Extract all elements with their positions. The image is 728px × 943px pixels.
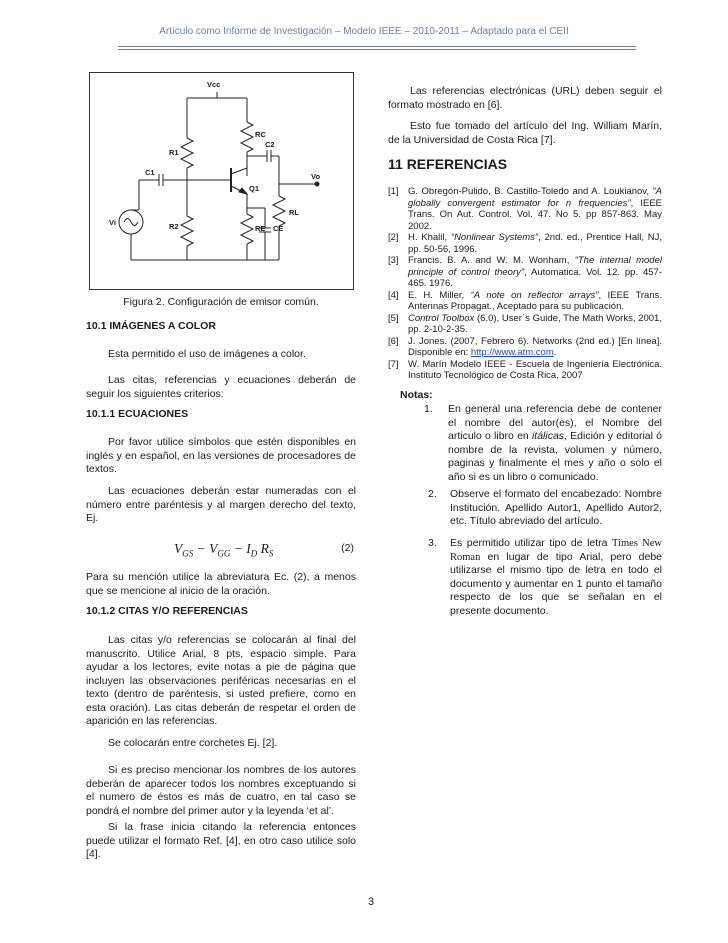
reference-item: [4] E. H. Miller, “A note on reflector arrays”, IEEE Trans. Antennas Propagat., Aceptado para su publicación. [388, 289, 663, 312]
heading-referencias: 11 REFERENCIAS [388, 156, 508, 172]
figure-caption: Figura 2. Configuración de emisor común. [123, 296, 319, 308]
vo-node [315, 182, 319, 186]
reference-item: [6] J. Jones. (2007, Febrero 6). Networks (2nd ed.) [En línea]. Disponible en: http://www.atm.com. [388, 335, 662, 358]
label-re: RE [255, 224, 266, 233]
header-rule-top [118, 46, 636, 47]
reference-item: [5] Control Toolbox (6.0), User´s Guide, The Math Works, 2001, pp. 2-10-2-35. [388, 312, 662, 335]
vi-sine [124, 219, 138, 226]
r2-resistor [181, 216, 193, 246]
circuit-diagram [89, 72, 354, 290]
label-vcc: Vcc [207, 80, 221, 89]
rl-resistor [273, 196, 285, 226]
page-number: 3 [368, 896, 375, 908]
re-resistor [241, 214, 253, 244]
para-citas-2: Se colocarán entre corchetes Ej. [2]. [108, 737, 278, 749]
note-item: 1. En general una referencia debe de contener el nombre del autor(es), el Nombre del articulo o libro en itálicas, Edición y editorial ó nombre de la revista, volumen y número, paginas y finalmente el mes y año o solo el año si es un libro o comunicado. [424, 403, 662, 483]
label-vi: Vi [109, 218, 116, 227]
r1-resistor [181, 138, 193, 168]
equation-number: (2) [341, 542, 354, 554]
q1-collector [231, 168, 247, 174]
label-r2: R2 [169, 222, 179, 231]
notas-title: Notas: [400, 389, 433, 401]
para-citas-1: Las citas y/o referencias se colocarán al final del manuscrito. Utilice Arial, 8 pts, espacio simple. Para ayudar a los lectores, evite notas a pie de página que incluyen las observaciones periféricas necesarias en el texto (dentro de paréntesis, si usted prefiere, como en esta oración). Las citas deberán de respetar el orden de aparición en las referencias. [86, 634, 356, 727]
heading-imagenes: 10.1 IMÁGENES A COLOR [86, 320, 216, 332]
equation-row [86, 541, 356, 563]
equation: $V_{GS} - V_{GG} - I_D$ $R_S$ [174, 541, 274, 559]
reference-item: [7] W. Marín Modelo IEEE - Escuela de Ingeniería Electrónica. Instituto Tecnológico de Costa Rica, 2007 [388, 358, 662, 381]
rc-resistor [241, 122, 253, 152]
reference-list [388, 186, 662, 382]
q1-emitter-arrow [239, 188, 247, 194]
para-url-1: Las referencias electrónicas (URL) deben seguir el formato mostrado en [6]. [388, 85, 662, 111]
reference-link[interactable]: http://www.atm.com [470, 347, 554, 358]
label-q1: Q1 [249, 184, 260, 193]
label-r1: R1 [169, 148, 179, 157]
para-ecuaciones-2: Las ecuaciones deberán estar numeradas con el número entre paréntesis y al margen derecho del texto, Ej. [86, 485, 356, 524]
para-citas-3: Si es preciso mencionar los nombres de los autores deberán de aparecer todos los nombres exceptuando si el numero de éstos es más de cuatro, en tal caso se pondrá el nombre del primer autor y la leyenda ‘et al’. [86, 764, 356, 817]
header-rule-bottom [118, 49, 636, 50]
para-imagenes: Esta permitido el uso de imágenes a color. [108, 348, 306, 360]
label-ce: CE [273, 224, 284, 233]
reference-item: [1] G. Obregón-Pulido, B. Castillo-Toledo and A. Loukianov, “A globally convergent estimator for n frequencies”, IEEE Trans. On Aut. Control. Vol. 47. No 5. pp 857-863. May 2002. [388, 186, 662, 232]
label-c1: C1 [145, 168, 155, 177]
note-item: 2. Observe el formato del encabezado: Nombre Institución. Apellido Autor1, Apellido Autor2, etc. Título abreviado del artículo. [428, 488, 662, 527]
para-ecuaciones-3: Para su mención utilice la abreviatura Ec. (2), a menos que se mencione al inicio de la oración. [86, 571, 356, 597]
label-rl: RL [289, 208, 299, 217]
reference-item: [3] Francis. B. A. and W. M. Wonham, “The internal model principle of control theory”, Automatica. Vol. 12. pp. 457-465. 1976. [388, 255, 662, 289]
para-citas-intro: Las citas, referencias y ecuaciones deberán de seguir los siguientes criterios: [86, 374, 356, 400]
circuit-figure [89, 72, 354, 290]
para-citas-4: Si la frase inicia citando la referencia entonces puede utilizar el formato Ref. [4], en otro caso utilice solo [4]. [86, 821, 356, 860]
label-c2: C2 [265, 140, 275, 149]
para-ecuaciones-1: Por favor utilice símbolos que estén disponibles en inglés y en español, en las versiones de procesadores de textos. [86, 436, 356, 475]
heading-ecuaciones: 10.1.1 ECUACIONES [86, 408, 189, 420]
heading-citas: 10.1.2 CITAS Y/O REFERENCIAS [86, 605, 248, 617]
note-item: 3. Es permitido utilizar tipo de letra Times New Roman en lugar de tipo Arial, pero debe utilizarse el mismo tipo de letra en todo el documento y aumentar en 1 punto el tamaño respecto de los que se señalan en el presente documento. [428, 537, 662, 617]
running-header: Artículo como Informe de Investigación – Modelo IEEE – 2010-2011 – Adaptado para el CEII [159, 26, 569, 37]
para-url-2: Esto fue tomado del artículo del Ing. William Marín, de la Universidad de Costa Rica [7]. [388, 120, 662, 146]
label-vo: Vo [311, 172, 321, 181]
label-rc: RC [255, 130, 266, 139]
reference-item: [2] H. Khalil, “Nonlinear Systems”, 2nd. ed., Prentice Hall, NJ, pp. 50-56, 1996. [388, 232, 662, 255]
